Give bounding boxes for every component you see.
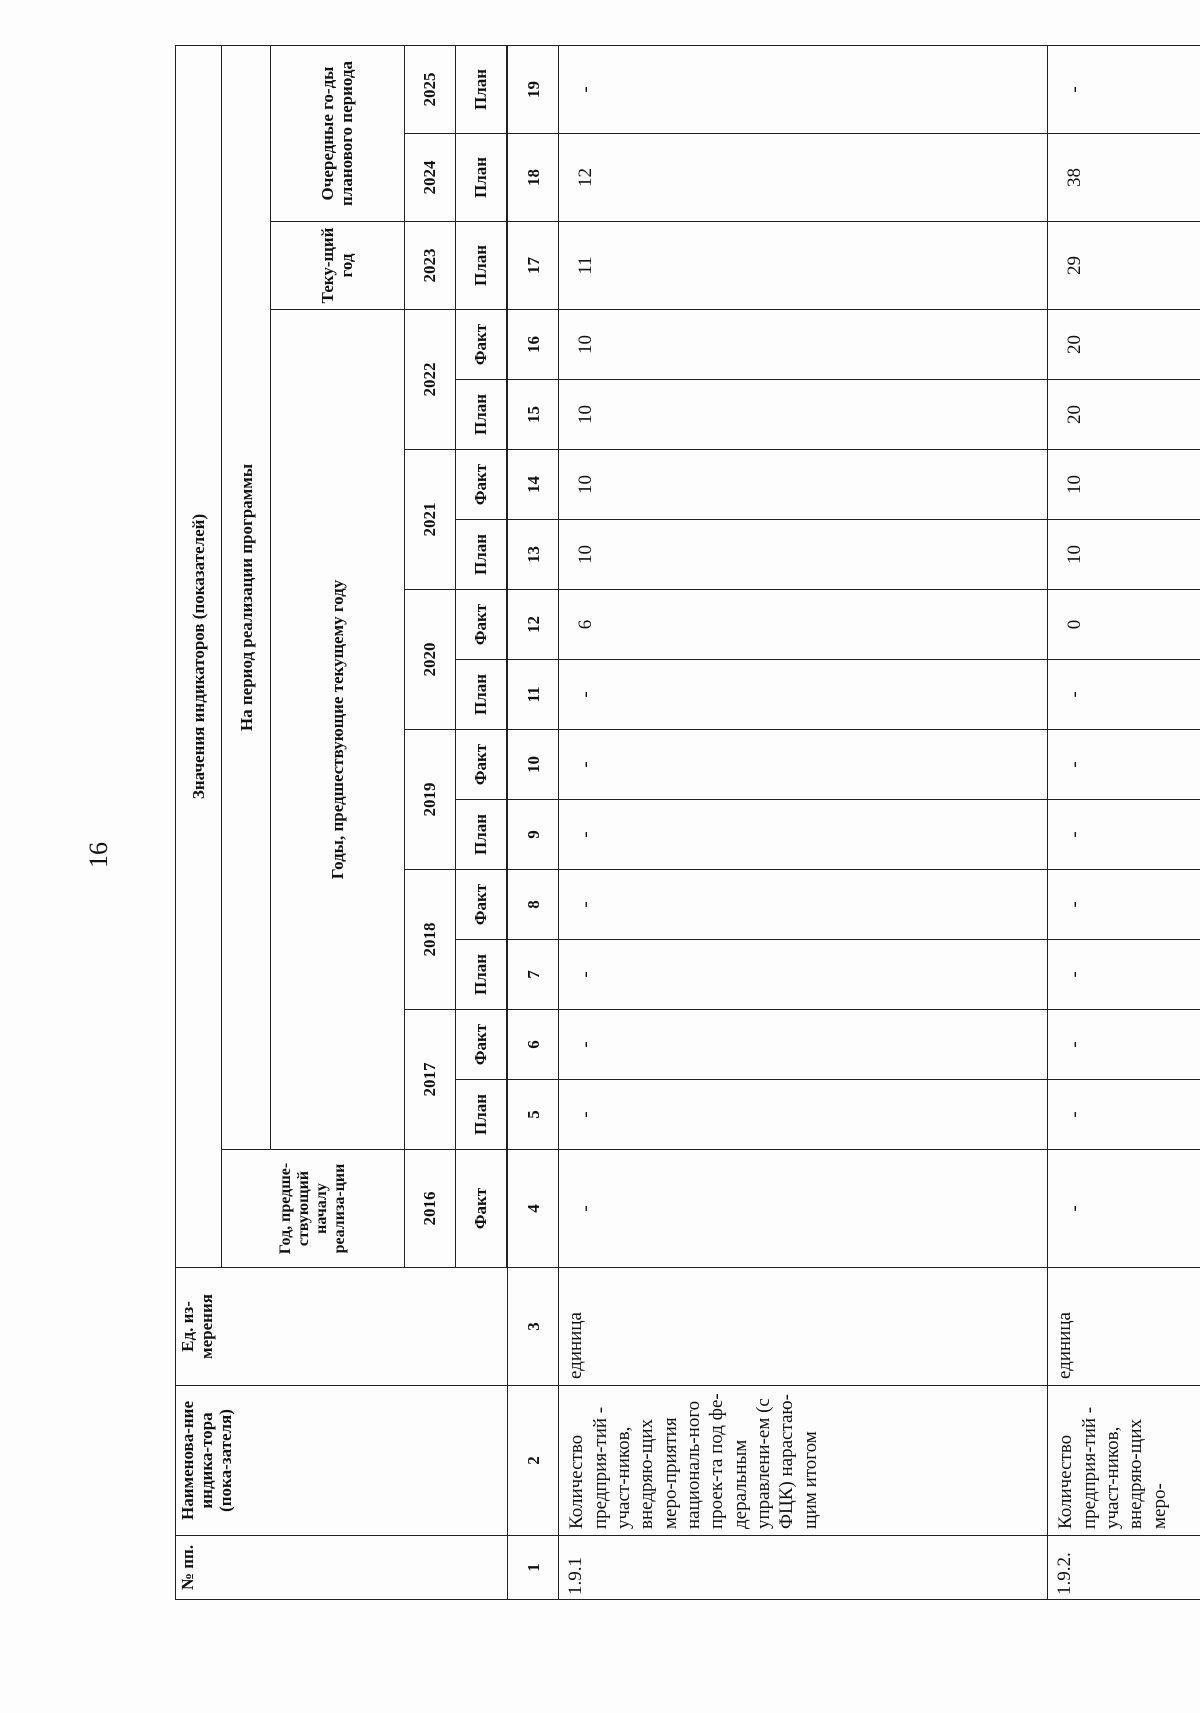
col-number: 10	[508, 730, 559, 800]
col-number: 7	[508, 940, 559, 1010]
year-2021: 2021	[404, 450, 455, 590]
indicators-table	[175, 45, 1200, 1600]
table-row	[559, 46, 1048, 1600]
col-number: 8	[508, 870, 559, 940]
value-cell: 11	[559, 222, 1048, 310]
col-number: 19	[508, 46, 559, 134]
fact-label: Факт	[455, 1010, 506, 1080]
col-number: 15	[508, 380, 559, 450]
plan-label: План	[455, 134, 506, 222]
fact-label: Факт	[455, 450, 506, 520]
plan-label: План	[455, 222, 506, 310]
year-2024: 2024	[404, 134, 455, 222]
value-cell: -	[559, 1010, 1048, 1080]
plan-label: План	[455, 46, 506, 134]
year-2020: 2020	[404, 590, 455, 730]
plan-label: План	[455, 660, 506, 730]
value-cell: 20	[1048, 310, 1200, 380]
value-cell: 10	[559, 520, 1048, 590]
row-number: 1.9.2.	[1048, 1536, 1200, 1600]
year-2023: 2023	[404, 222, 455, 310]
indicator-name: Количество предприя-тий - участ-ников, внедряю-щих меро-	[1048, 1386, 1200, 1536]
value-cell: -	[1048, 940, 1200, 1010]
col-number: 1	[508, 1536, 559, 1600]
header-next-years: Очередные го-ды планового периода	[270, 46, 404, 222]
value-cell: -	[559, 870, 1048, 940]
value-cell: -	[1048, 46, 1200, 134]
year-2022: 2022	[404, 310, 455, 450]
plan-label: План	[455, 1080, 506, 1150]
value-cell: -	[1048, 870, 1200, 940]
value-cell: 10	[1048, 520, 1200, 590]
fact-label: Факт	[455, 310, 506, 380]
col-number: 14	[508, 450, 559, 520]
value-cell: -	[559, 1080, 1048, 1150]
fact-label: Факт	[455, 590, 506, 660]
value-cell: 10	[1048, 450, 1200, 520]
table-row	[1048, 46, 1200, 1600]
value-cell: -	[559, 46, 1048, 134]
indicator-unit: единица	[559, 1268, 1048, 1386]
header-prior-year: Год, предше-ствующий началу реализа-ции	[222, 1150, 404, 1268]
value-cell: -	[1048, 730, 1200, 800]
header-unit: Ед. из-мерения	[176, 1268, 508, 1386]
fact-label: Факт	[455, 1150, 506, 1268]
header-indicator-name: Наименова-ние индика-тора (пока-зателя)	[176, 1386, 508, 1536]
col-number: 13	[508, 520, 559, 590]
col-number: 4	[508, 1150, 559, 1268]
col-number: 11	[508, 660, 559, 730]
value-cell: -	[559, 730, 1048, 800]
plan-label: План	[455, 520, 506, 590]
value-cell: -	[1048, 660, 1200, 730]
value-cell: 12	[559, 134, 1048, 222]
value-cell: -	[1048, 1150, 1200, 1268]
col-number: 6	[508, 1010, 559, 1080]
fact-label: Факт	[455, 870, 506, 940]
value-cell: 0	[1048, 590, 1200, 660]
header-program-period: На период реализации программы	[222, 46, 271, 1150]
year-2019: 2019	[404, 730, 455, 870]
value-cell: -	[559, 660, 1048, 730]
header-current-year: Теку-щий год	[270, 222, 404, 310]
header-values-title: Значения индикаторов (показателей)	[176, 46, 222, 1268]
value-cell: -	[559, 800, 1048, 870]
year-2016: 2016	[404, 1150, 455, 1268]
rotated-table-wrapper	[175, 61, 1200, 1600]
fact-label: Факт	[455, 730, 506, 800]
row-number: 1.9.1	[559, 1536, 1048, 1600]
value-cell: -	[1048, 1010, 1200, 1080]
value-cell: 10	[559, 450, 1048, 520]
col-number: 17	[508, 222, 559, 310]
header-no: № пп.	[176, 1536, 508, 1600]
col-number: 18	[508, 134, 559, 222]
value-cell: 38	[1048, 134, 1200, 222]
col-number: 16	[508, 310, 559, 380]
value-cell: -	[559, 1150, 1048, 1268]
col-number: 9	[508, 800, 559, 870]
plan-label: План	[455, 940, 506, 1010]
col-number: 2	[508, 1386, 559, 1536]
value-cell: 10	[559, 310, 1048, 380]
value-cell: -	[1048, 800, 1200, 870]
value-cell: -	[559, 940, 1048, 1010]
plan-label: План	[455, 800, 506, 870]
plan-label: План	[455, 380, 506, 450]
indicator-unit: единица	[1048, 1268, 1200, 1386]
page-number: 16	[84, 842, 113, 868]
value-cell: 20	[1048, 380, 1200, 450]
value-cell: 29	[1048, 222, 1200, 310]
col-number: 5	[508, 1080, 559, 1150]
col-number: 12	[508, 590, 559, 660]
year-2017: 2017	[404, 1010, 455, 1150]
col-number: 3	[508, 1268, 559, 1386]
indicator-name: Количество предприя-тий - участ-ников, внедряю-щих меро-приятия националь-ного проек-та под фе-деральным управлени-ем (с ФЦК) нарастаю-щим итогом	[559, 1386, 1048, 1536]
year-2018: 2018	[404, 870, 455, 1010]
value-cell: -	[1048, 1080, 1200, 1150]
value-cell: 10	[559, 380, 1048, 450]
year-2025: 2025	[404, 46, 455, 134]
value-cell: 6	[559, 590, 1048, 660]
header-prev-years: Годы, предшествующие текущему году	[270, 310, 404, 1150]
